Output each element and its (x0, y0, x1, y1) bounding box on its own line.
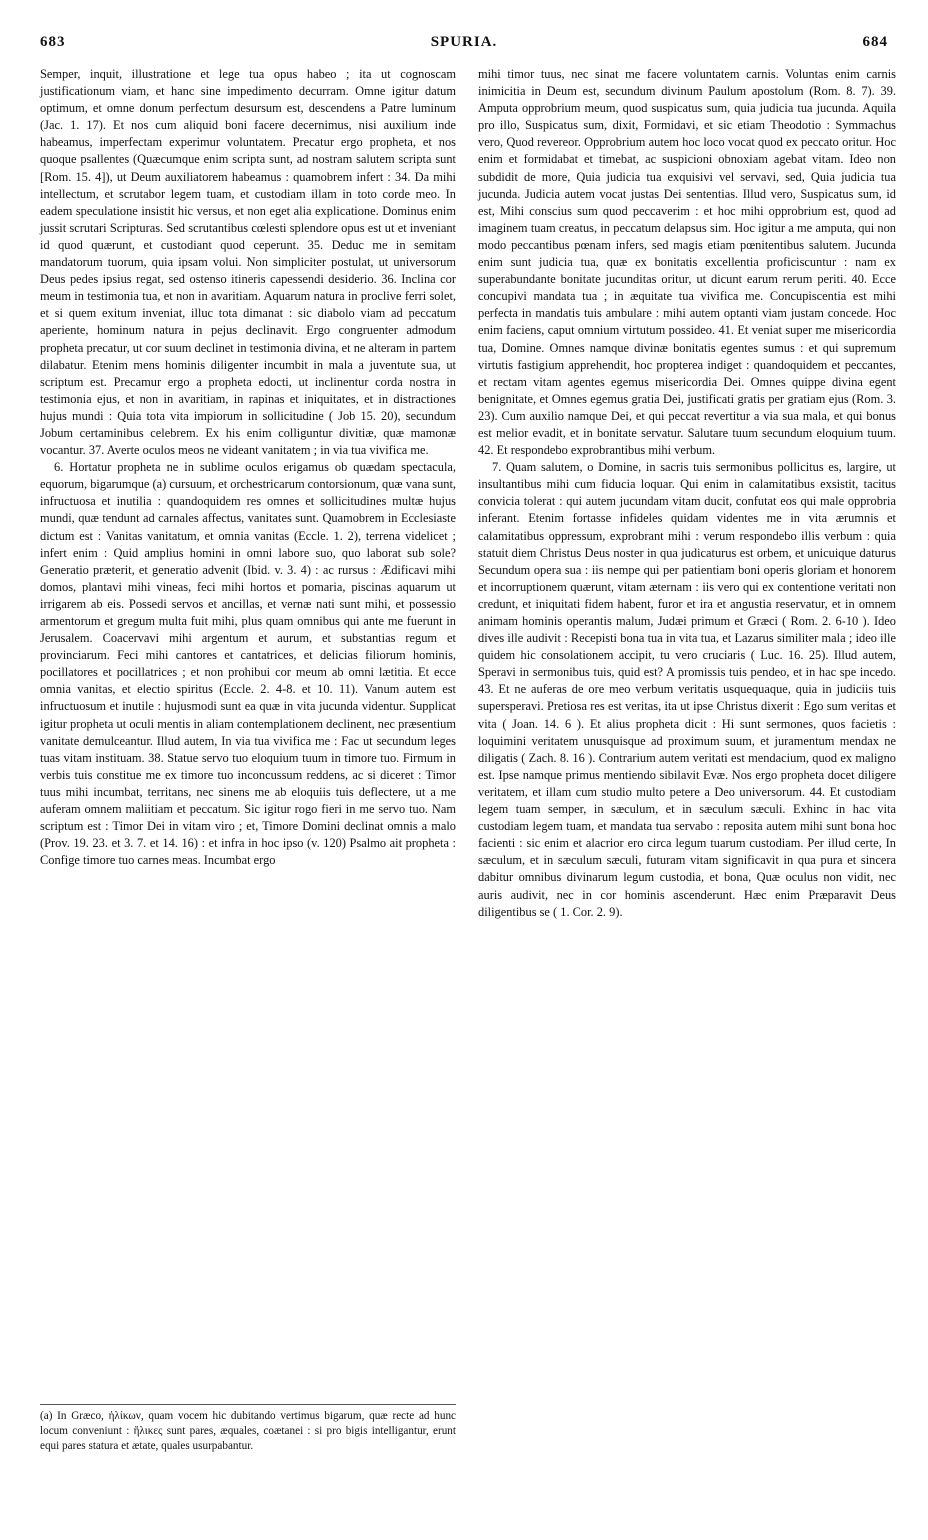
paragraph: Semper, inquit, illustratione et lege tua opus habeo ; ita ut cognoscam justificationum viam, et hanc sine impedimento decurram. Omne igitur datum optimum, et omne donum perfectum desursum est, descendens a Patre luminum (Jac. 1. 17). Et nos cum aliquid boni facere decernimus, nisi auxilium inde habeamus, imperfectam experimur voluntatem. Precatur ergo propheta, et nos quoque psallentes (Quæcumque enim scripta sunt, ad nostram salutem scripta sunt [Rom. 15. 4]), ut Deum auxiliatorem habeamus : quamobrem infert : 34. Da mihi intellectum, et scrutabor legem tuam, et custodiam illam in toto corde meo. In eadem speculatione insistit hic versus, et non eget alia explicatione. Dominus enim jussit scrutari Scripturas. Sed scrutantibus cœlesti splendore opus est ut et inveniant id quod quærunt, et custodiant quod ceperunt. 35. Deduc me in semitam mandatorum tuorum, quia ipsam volui. Non simpliciter postulat, ut universorum Deus pedes ipsius regat, sed ostenso itineris capessendi desiderio. 36. Inclina cor meum in testimonia tua, et non in avaritiam. Aquarum natura in proclive ferri solet, et si quem exitum inveniat, illuc tota dimanat : sic diabolo viam ad peccatum aperiente, hominum natura in pejus declinavit. Ergo congruenter admodum propheta precatur, ut cor suum declinet in testimonia divina, et ne alteram in partem dilabatur. Etenim mens hominis diligenter incumbit in mala a juventute sua, ut scriptum est. Precamur ergo a propheta edocti, ut inclinentur corda nostra in testimonia ejus, et non in avaritiam, in rapinas et iniquitates, et in distractiones hujus mundi : Quia tota vita impiorum in sollicitudine ( Job 15. 20), secundum Jobum certaminibus celebrem. Ex his enim colliguntur divitiæ, quæ mamonæ vocantur. 37. Averte oculos meos ne videant vanitatem ; in via tua vivifica me. (40, 67, 456, 458)
running-title: SPURIA. (430, 34, 498, 50)
left-column (40, 66, 456, 869)
page-header (0, 34, 928, 58)
right-page-number: 684 (862, 34, 888, 50)
left-page-number: 683 (40, 34, 66, 50)
paragraph: 7. Quam salutem, o Domine, in sacris tuis sermonibus pollicitus es, largire, ut insultantibus mihi cum fiducia loquar. Qui enim in calamitatibus exsistit, tacitus convicia tolerat : qui autem jucundam vitam ducit, confutat eos qui male opprobria inferant. Etenim fortasse infideles quidam videntes me in vita ærumnis et calamitatibus oppressum, exprobrant mihi : verum respondebo illis verbum : quia statuit diem Christus Deus noster in qua judicaturus est orbem, et unicuique daturus Secundum opera sua : iis nempe qui per patientiam boni operis gloriam et honorem et incorruptionem quærunt, vitam æternam : iis vero qui ex contentione veritati non credunt, et iniquitati fidem habent, furor et ira et angustia reservatur, et in omnem animam hominis operantis malum, Judæi primum et Græci ( Rom. 2. 6-10 ). Ideo dives ille audivit : Recepisti bona tua in vita tua, et Lazarus similiter mala ; ideo ille quidem hic consolationem accipit, tu vero cruciaris ( Luc. 16. 25). Illud autem, Speravi in sermonibus tuis, quid est? A promissis tuis pendeo, et in hac spe incedo. 43. Et ne auferas de ore meo verbum veritatis usquequaque, quia in judiciis tuis supersperavi. Pretiosa res est veritas, ita ut ipse Christus dixerit : Ego sum veritas et vita ( Joan. 14. 6 ). Et alius propheta dicit : Hi sunt sermones, quos facietis : loquimini veritatem unusquisque ad proximum suum, et juramentum mendax ne diligatis ( Zach. 8. 16 ). Contrarium autem veritati est mendacium, quod ex maligno est. Ipse namque primus mentiendo sibilavit Evæ. Nos ergo propheta docet diligere veritatem, et illam cum studio multo petere a Deo universorum. 44. Et custodiam legem tuam semper, in sæculum, et in sæculum sæculi. Exhinc in hac vita custodiam legem tuam, et mandata tua servabo : reposita autem mihi sunt bona hoc facienti : sic enim et alacrior ero circa legum tuarum custodiam. Per illud certe, In sæculum, et in sæculum sæculi, futuram vitam significavit in qua pura et sincera dabitur omnibus divinarum legum custodia, et bona, Quæ oculus non vidit, nec auris audivit, nec in cor hominis ascenderunt. Hæc enim Præparavit Deus diligentibus se ( 1. Cor. 2. 9). (478, 460, 896, 919)
paragraph: mihi timor tuus, nec sinat me facere voluntatem carnis. Voluntas enim carnis inimicitia in Deum est, secundum divinum Paulum apostolum (Rom. 8. 7). 39. Amputa opprobrium meum, quod suspicatus sum, quia judicia tua jucunda. Aquila pro illo, Suspicatus sum, dixit, Formidavi, et sic etiam Theodotio : Symmachus vero, Quod revereor. Opprobrium autem hoc loco vocat quod ex peccato oritur. Hoc enim et formidabat et timebat, ac suspicioni obnoxiam agebat vitam. Ideo non subdidit de more, Quia judicia tua exquisivi vel servavi, sed, Quia judicia tua jucunda. Judicia autem vocat justas Dei sententias. Illud vero, Suspicatus sum, id est, Mihi conscius sum quod peccaverim : et hoc mihi opprobrium est, quod ad imaginem tuam creatus, in peccatum delapsus sim. Hoc igitur a me amputa, qui non modo peccantibus pœnam infers, sed magis etiam pœnitentibus salutem. Jucunda enim sunt judicia tua, quæ ex bonitatis excellentia proficiscuntur : nam ex superabundante bonitate jucunditas oritur, ut dicunt earum rerum periti. 40. Ecce concupivi mandata tua ; in æquitate tua vivifica me. Concupiscentia est mihi perfecta in mandatis tuis ambulare : mihi autem optanti viam justam concede. Hoc enim faciens, caput omnium virtutum possideo. 41. Et veniat super me misericordia tua, Domine. Omnes namque divinæ bonitatis egentes sumus : et qui supremum virtutis fastigium apprehendit, hoc propterea indiget : quandoquidem et peccantes, et rectam vitam agentes egemus misericordia Dei. Omnes quippe divina egent benignitate, et Omnes egemus gratia Dei, justificati gratis per gratiam ejus (Rom. 3. 23). Cum auxilio namque Dei, et qui peccat revertitur a via sua mala, et qui bonus est melior evadit, et in bonitate servatur. Salutare tuum secundum eloquium tuum. 42. Et respondebo exprobrantibus mihi verbum. (478, 67, 896, 458)
paragraph: 6. Hortatur propheta ne in sublime oculos erigamus ob quædam spectacula, equorum, bigarumque (a) cursuum, et orchestricarum contorsionum, quæ vana sunt, infructuosa et inutilia : quandoquidem res omnes et sollicitudines multæ hujus mundi, quæ tendunt ad carnales affectus, vanitates sunt. Quamobrem in Ecclesiaste dictum est : Vanitas vanitatum, et omnia vanitas (Eccle. 1. 2), terrena videlicet ; infert enim : Quid amplius homini in omni labore suo, quo laborat sub sole? Generatio præterit, et generatio advenit (Ibid. v. 3. 4) : ac rursus : Ædificavi mihi domos, plantavi mihi vineas, feci mihi hortos et pomaria, piscinas aquarum ut irrigarem ab eis. Possedi servos et ancillas, et vernæ nati sunt mihi, et possessio armentorum et gregum multa fuit mihi, plus quam omnibus qui ante me fuerunt in Jerusalem. Coacervavi mihi argentum et aurum, et substantias regum et provinciarum. Feci mihi cantores et cantatrices, et delicias filiorum hominis, pocillatores et pocillatrices ; et non prohibui cor meum ab omni lætitia. Et ecce omnia vanitas, et electio spiritus (Eccle. 2. 4-8. et 10. 11). Vanum autem est infructuosum et inutile : hujusmodi sunt ea quæ in vita jucunda videntur. Supplicat igitur propheta ut oculi mentis in aliam contemplationem declinent, nec præsentium vanitate demulceantur. Illud autem, In via tua vivifica me : Fac ut secundum leges tuas vitam instituam. 38. Statue servo tuo eloquium tuum in timore tuo. Firmum in verbis tuis constitue me ex timore tuo inconcussum reddens, ac si diceret : Timor tuus mihi incumbat, territans, nec sinens me ab eloquiis tuis deflectere, ut a me auferam omnem maliitiam et peccatum. Sic igitur rogo fieri in me servo tuo. Nam scriptum est : Timor Dei in vitam viro ; et, Timore Domini declinat omnis a malo (Prov. 19. 23. et 3. 7. et 14. 16) : et infra in hoc ipso (v. 120) Psalmo ait propheta : Confige timore tuo carnes meas. Incumbat ergo (40, 460, 457, 868)
right-column (478, 66, 896, 921)
footnote: (a) In Græco, ἡλίκων, quam vocem hic dubitando vertimus bigarum, quæ recte ad hunc locum conveniunt : ἥλικες sunt pares, æquales, coætanei : si pro bigis intelligantur, erunt equi pares statura et ætate, quales usurpabantur. (40, 1404, 456, 1454)
